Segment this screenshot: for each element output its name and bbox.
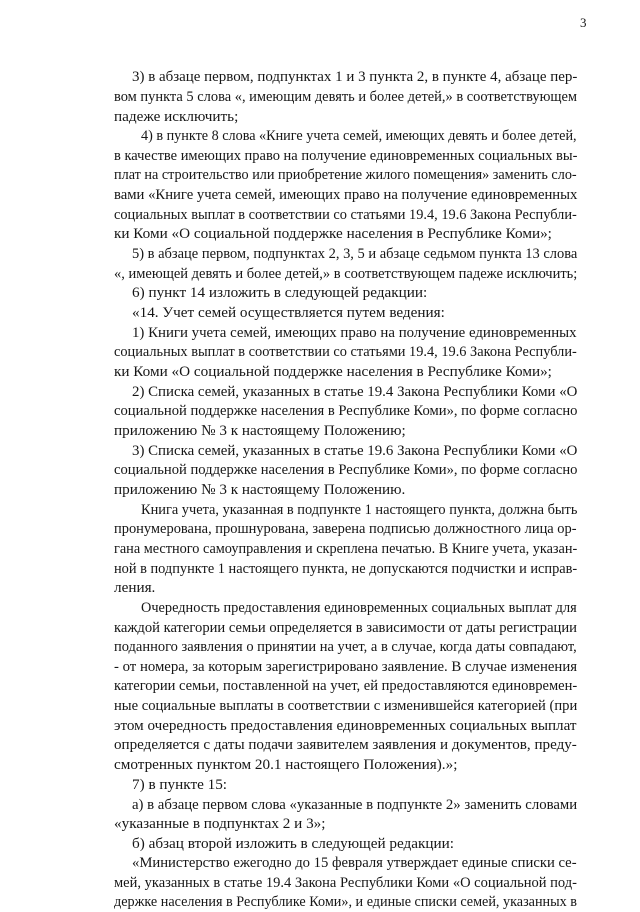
text-line: каждой категории семьи определяется в зависимости от даты регистрации (114, 619, 577, 636)
text-line: 5) в абзаце первом, подпунктах 2, 3, 5 и абзаце седьмом пункта 13 слова (132, 245, 578, 262)
text-line: вом пункта 5 слова «, имеющим девять и более детей,» в соответствующем (114, 88, 578, 105)
text-line: социальной поддержке населения в Республике Коми», по форме согласно (114, 402, 578, 419)
text-line: «указанные в подпунктах 2 и 3»; (114, 815, 326, 832)
text-line: 1) Книги учета семей, имеющих право на получение единовременных (132, 324, 577, 341)
text-line: б) абзац второй изложить в следующей редакции: (132, 835, 454, 852)
text-line: «, имеющей девять и более детей,» в соответствующем падеже исключить; (114, 265, 578, 282)
text-line: «14. Учет семей осуществляется путем ведения: (132, 304, 445, 321)
page-number: 3 (580, 15, 587, 30)
text-line: 3) Списка семей, указанных в статье 19.6 Закона Республики Коми «О (132, 442, 578, 459)
text-line: этом очередность предоставления единовременных социальных выплат (114, 717, 577, 734)
text-line: падеже исключить; (114, 108, 239, 125)
text-line: а) в абзаце первом слова «указанные в подпункте 2» заменить словами (132, 796, 578, 813)
text-line: вами «Книге учета семей, имеющих право на получение единовременных (114, 186, 578, 203)
text-line: социальных выплат в соответствии со статьями 19.4, 19.6 Закона Республи- (114, 343, 577, 360)
text-line: Очередность предоставления единовременных социальных выплат для (141, 599, 577, 616)
text-line: - от номера, за которым зарегистрировано заявление. В случае изменения (114, 658, 578, 675)
text-line: Книга учета, указанная в подпункте 1 настоящего пункта, должна быть (141, 501, 578, 518)
text-line: держке населения в Республике Коми», и единые списки семей, указанных в (114, 893, 577, 910)
text-line: ной в подпункте 1 настоящего пункта, не допускаются подчистки и исправ- (114, 560, 578, 577)
text-line: социальной поддержке населения в Республике Коми», по форме согласно (114, 461, 578, 478)
text-line: поданного заявления о принятии на учет, а в случае, когда даты совпадают, (114, 638, 577, 655)
text-line: ления. (114, 579, 156, 596)
text-line: социальных выплат в соответствии со статьями 19.4, 19.6 Закона Республи- (114, 206, 577, 223)
text-line: ные социальные выплаты в соответствии с изменившейся категорией (при (114, 697, 578, 714)
text-line: смотренных пунктом 20.1 настоящего Положения).»; (114, 756, 458, 773)
text-line: 2) Списка семей, указанных в статье 19.4 Закона Республики Коми «О (132, 383, 578, 400)
text-line: мей, указанных в статье 19.4 Закона Республики Коми «О социальной под- (114, 874, 577, 891)
text-line: 6) пункт 14 изложить в следующей редакции: (132, 284, 428, 301)
text-line: 7) в пункте 15: (132, 776, 228, 793)
text-line: плат на строительство или приобретение жилого помещения» заменить сло- (114, 166, 577, 183)
text-line: категории семьи, поставленной на учет, ей предоставляются единовремен- (114, 677, 578, 694)
text-line: приложению № 3 к настоящему Положению. (114, 481, 406, 498)
text-line: определяется с даты подачи заявителем заявления и документов, преду- (114, 736, 577, 753)
text-line: 3) в абзаце первом, подпунктах 1 и 3 пункта 2, в пункте 4, абзаце пер- (132, 68, 578, 85)
text-line: ки Коми «О социальной поддержке населения в Республике Коми»; (114, 363, 552, 380)
text-line: приложению № 3 к настоящему Положению; (114, 422, 406, 439)
text-line: 4) в пункте 8 слова «Книге учета семей, имеющих девять и более детей, (141, 127, 577, 144)
text-line: в качестве имеющих право на получение единовременных социальных вы- (114, 147, 578, 164)
text-line: гана местного самоуправления и скреплена печатью. В Книге учета, указан- (114, 540, 578, 557)
text-line: пронумерована, прошнурована, заверена подписью должностного лица ор- (114, 520, 577, 537)
text-line: «Министерство ежегодно до 15 февраля утверждает единые списки се- (132, 854, 577, 871)
text-line: ки Коми «О социальной поддержке населения в Республике Коми»; (114, 225, 552, 242)
